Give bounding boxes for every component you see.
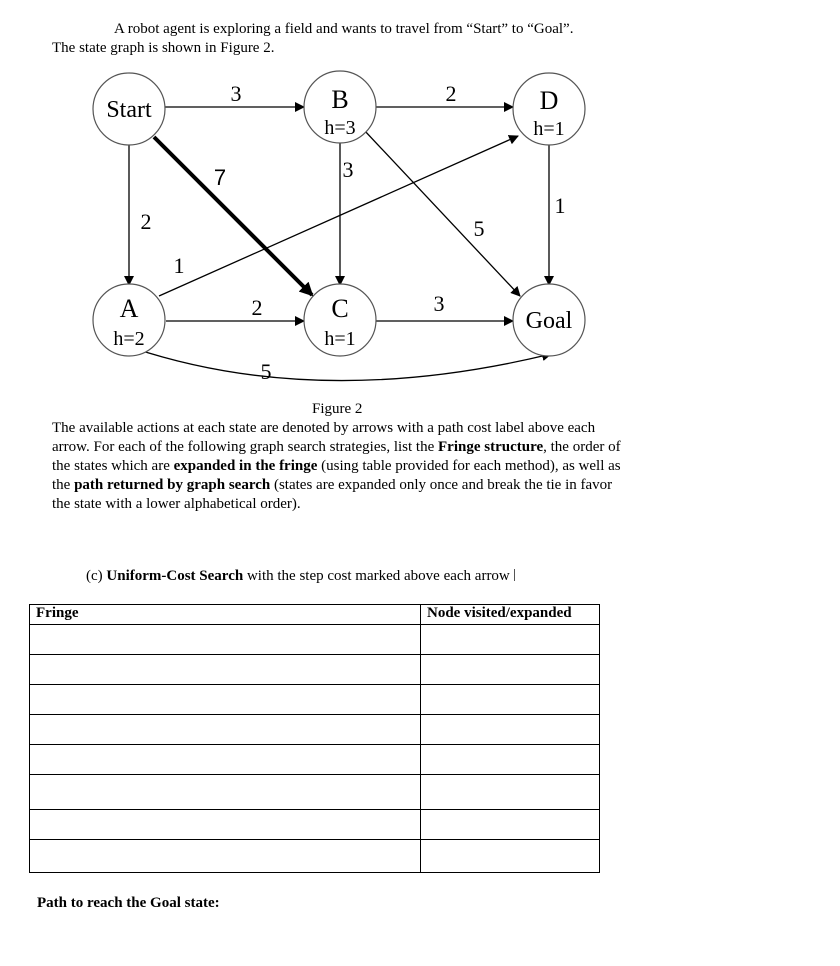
question-c [86, 568, 515, 585]
expanded-cell[interactable] [421, 685, 600, 715]
expanded-cell[interactable] [421, 775, 600, 810]
node-start-label: Start [106, 97, 152, 123]
intro-line-2: The state graph is shown in Figure 2. [52, 40, 275, 56]
expanded-cell[interactable] [421, 715, 600, 745]
cost-b-c: 3 [342, 157, 354, 182]
header-node-visited: Node visited/expanded [421, 605, 600, 625]
desc-part-1: The available actions at each state are denoted by arrows with a path cost label above each arrow. For each of the following graph search strategies, list the [52, 420, 596, 455]
node-c-heuristic: h=1 [324, 328, 356, 350]
table-row [30, 655, 600, 685]
table-row [30, 715, 600, 745]
node-a [93, 284, 165, 356]
expanded-cell[interactable] [421, 625, 600, 655]
node-goal-label: Goal [525, 308, 573, 334]
table-row [30, 840, 600, 873]
node-b-label: B [331, 85, 349, 114]
intro-line-1: A robot agent is exploring a field and wants to travel from “Start” to “Goal”. [114, 21, 574, 37]
table-row [30, 745, 600, 775]
table-row [30, 625, 600, 655]
node-a-heuristic: h=2 [113, 328, 145, 350]
table-row [30, 775, 600, 810]
fringe-cell[interactable] [30, 655, 421, 685]
desc-part-3: (using table provided for each method), as well as the [52, 458, 621, 493]
table-row [30, 685, 600, 715]
question-c-suffix: with the step cost marked above each arrow [243, 568, 510, 584]
node-c [304, 284, 376, 356]
node-start [93, 73, 165, 145]
fringe-cell[interactable] [30, 775, 421, 810]
node-goal [513, 284, 585, 356]
cost-start-c: 7 [213, 165, 227, 190]
node-b-heuristic: h=3 [324, 117, 356, 139]
header-fringe: Fringe [30, 605, 421, 625]
cost-start-a: 2 [140, 209, 152, 234]
expanded-cell[interactable] [421, 745, 600, 775]
figure-caption: Figure 2 [312, 401, 363, 417]
state-graph [0, 0, 840, 410]
node-a-label: A [119, 294, 139, 323]
instructions-paragraph [52, 419, 632, 514]
cost-a-d: 1 [173, 253, 185, 278]
cost-a-c: 2 [251, 295, 263, 320]
node-d [513, 73, 585, 145]
node-d-heuristic: h=1 [533, 118, 565, 140]
expanded-cell[interactable] [421, 840, 600, 873]
edge-b-goal [364, 130, 520, 296]
desc-part-2: , the order of the states which are [52, 439, 621, 474]
question-c-method: Uniform-Cost Search [106, 568, 244, 584]
cost-start-b: 3 [230, 81, 242, 106]
desc-bold-fringe: Fringe structure [438, 439, 544, 455]
fringe-table [29, 604, 600, 873]
desc-bold-expanded: expanded in the fringe [173, 458, 318, 474]
cost-a-goal: 5 [260, 359, 272, 384]
table-row [30, 810, 600, 840]
fringe-cell[interactable] [30, 810, 421, 840]
text-cursor [514, 569, 515, 581]
node-b [304, 71, 376, 143]
fringe-cell[interactable] [30, 840, 421, 873]
cost-c-goal: 3 [433, 291, 445, 316]
node-d-label: D [539, 86, 559, 115]
expanded-cell[interactable] [421, 655, 600, 685]
fringe-cell[interactable] [30, 685, 421, 715]
fringe-cell[interactable] [30, 715, 421, 745]
desc-bold-path: path returned by graph search [74, 477, 271, 493]
fringe-cell[interactable] [30, 625, 421, 655]
question-c-prefix: (c) [86, 568, 107, 584]
table-header-row [30, 605, 600, 625]
cost-b-d: 2 [445, 81, 457, 106]
path-to-goal-label: Path to reach the Goal state: [37, 895, 220, 911]
fringe-cell[interactable] [30, 745, 421, 775]
expanded-cell[interactable] [421, 810, 600, 840]
cost-d-goal: 1 [554, 193, 566, 218]
desc-part-4: (states are expanded only once and break the tie in favor the state with a lower alphabetical order). [52, 477, 613, 512]
node-c-label: C [331, 294, 349, 323]
edge-a-d [159, 136, 518, 296]
cost-b-goal: 5 [473, 216, 485, 241]
